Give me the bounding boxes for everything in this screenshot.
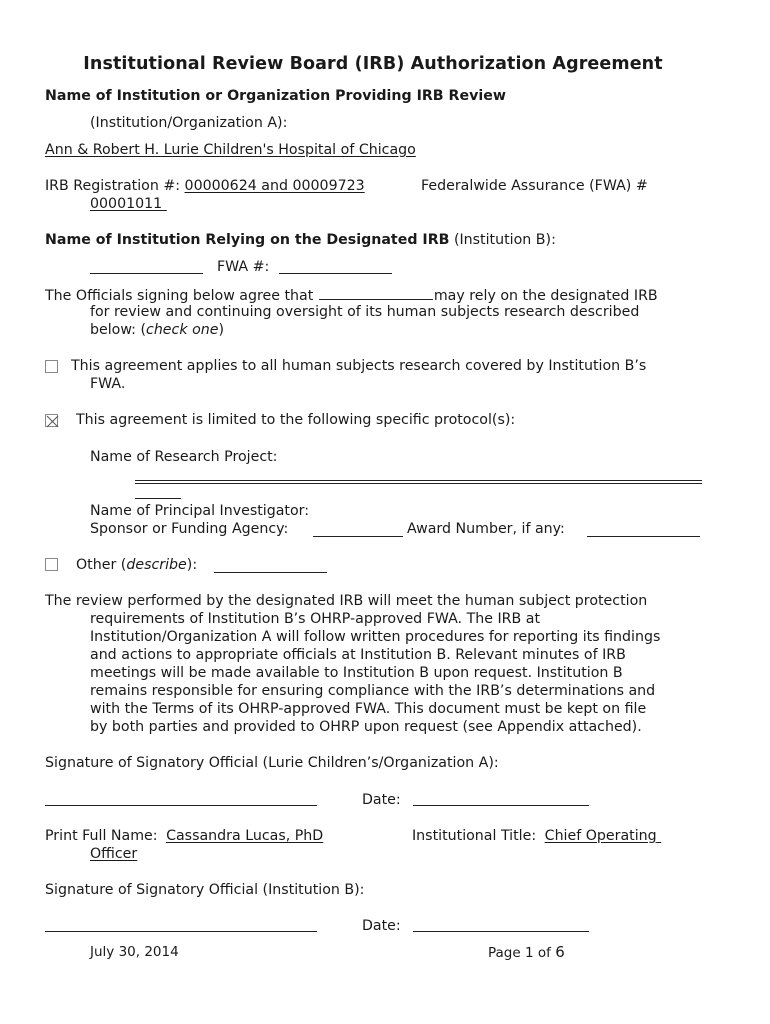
signature-a-line[interactable] [45,805,317,806]
institutional-title-row [412,827,661,845]
review-line: remains responsible for ensuring compliance with the IRB’s determinations and [90,683,656,699]
other-blank[interactable] [214,572,327,573]
review-line: by both parties and provided to OHRP upon request (see Appendix attached). [90,719,642,735]
review-line: The review performed by the designated IRB will meet the human subject protection [45,593,648,609]
review-line: and actions to appropriate officials at Institution B. Relevant minutes of IRB [90,647,626,663]
officials-line-2: for review and continuing oversight of its human subjects research described [90,304,640,320]
review-line: requirements of Institution B’s OHRP-approved FWA. The IRB at [90,611,541,627]
signature-b-label: Signature of Signatory Official (Institution B): [45,882,365,898]
specific-protocol-checkbox[interactable] [45,414,58,427]
research-project-label: Name of Research Project: [90,449,278,465]
relying-institution-blank[interactable] [319,285,433,300]
review-line: meetings will be made available to Institution B upon request. Institution B [90,665,623,681]
institutional-title-value-cont: Officer [90,846,138,862]
research-project-blank-3[interactable] [135,498,181,499]
other-label: Other (describe): [76,557,198,573]
review-line: Institution/Organization A will follow written procedures for reporting its findings [90,629,661,645]
all-research-label-1: This agreement applies to all human subjects research covered by Institution B’s [71,358,647,374]
review-line: with the Terms of its OHRP-approved FWA. This document must be kept on file [90,701,647,717]
footer-date: July 30, 2014 [90,944,179,960]
irb-registration-row [45,177,365,195]
review-paragraph [45,592,660,736]
print-name-value: Cassandra Lucas, PhD [166,828,324,844]
fwa-a-label: Federalwide Assurance (FWA) # [421,178,648,194]
institution-b-name-blank[interactable] [90,273,203,274]
section-a-heading: Name of Institution or Organization Providing IRB Review [45,88,506,104]
fwa-b-blank[interactable] [279,273,392,274]
signature-a-date-label: Date: [362,792,401,808]
irb-registration-label: IRB Registration #: [45,178,181,194]
section-b-heading-suffix: (Institution B): [453,232,556,248]
principal-investigator-label: Name of Principal Investigator: [90,503,310,519]
print-name-row [45,827,323,845]
document-title: Institutional Review Board (IRB) Authorization Agreement [83,54,663,74]
award-number-label: Award Number, if any: [407,521,565,537]
section-b-heading: Name of Institution Relying on the Designated IRB [45,232,450,248]
irb-registration-value: 00000624 and 00009723 [184,178,365,194]
signature-b-date-line[interactable] [413,931,589,932]
fwa-a-value: 00001011 [90,196,163,212]
all-research-label-2: FWA. [90,376,126,392]
research-project-blank-1[interactable] [135,480,702,481]
sponsor-blank[interactable] [313,536,403,537]
signature-b-line[interactable] [45,931,317,932]
signature-a-label: Signature of Signatory Official (Lurie Children’s/Organization A): [45,755,499,771]
specific-protocol-label: This agreement is limited to the following specific protocol(s): [76,412,516,428]
fwa-b-label: FWA #: [217,259,270,275]
print-name-label: Print Full Name: [45,828,158,844]
all-research-checkbox[interactable] [45,360,58,373]
other-checkbox[interactable] [45,558,58,571]
section-a-sublabel: (Institution/Organization A): [90,115,288,131]
section-b-heading-row [45,231,556,249]
signature-b-date-label: Date: [362,918,401,934]
footer-page-number: Page 1 of 6 [488,943,565,961]
research-project-blank-2[interactable] [135,483,702,484]
institutional-title-value: Chief Operating [544,828,657,844]
officials-line-3: below: (check one) [90,322,225,338]
sponsor-label: Sponsor or Funding Agency: [90,521,289,537]
checkbox-x-icon [46,415,59,428]
officials-line-1: The Officials signing below agree that may rely on the designated IRB [45,285,658,305]
award-number-blank[interactable] [587,536,700,537]
institution-a-name: Ann & Robert H. Lurie Children's Hospital of Chicago [45,142,416,158]
institutional-title-label: Institutional Title: [412,828,537,844]
signature-a-date-line[interactable] [413,805,589,806]
